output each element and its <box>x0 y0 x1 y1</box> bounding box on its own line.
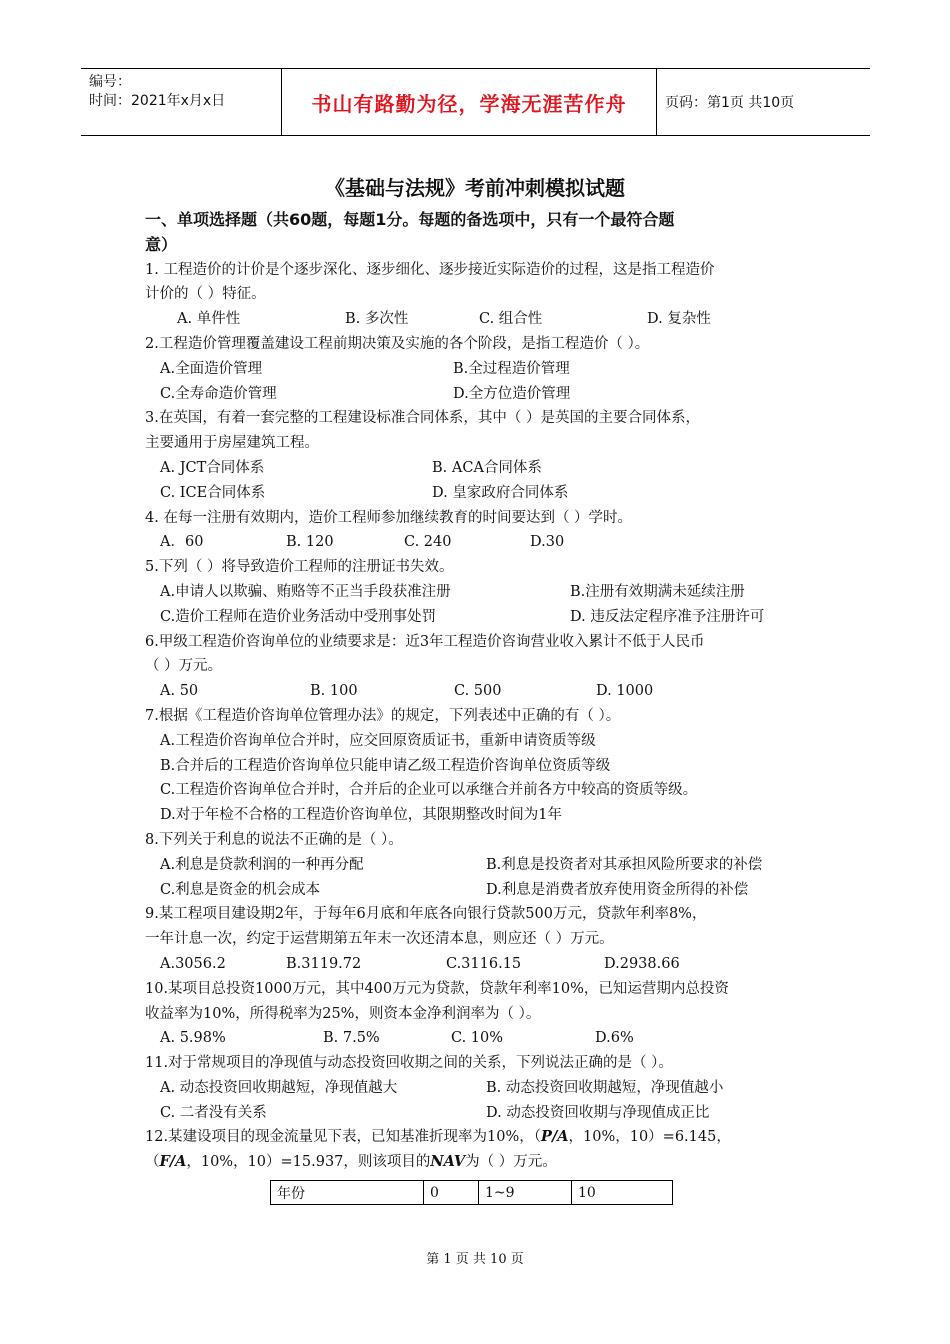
option-c[interactable]: C. 500 <box>454 683 502 700</box>
option-c[interactable]: C. 组合性 <box>479 311 543 328</box>
q12-text-part: 12.某建设项目的现金流量见下表，已知基准折现率为10%，（ <box>145 1129 542 1146</box>
q12-text-part: ，10%，10）=6.145， <box>568 1129 731 1146</box>
q12-text-part: （ <box>145 1154 160 1171</box>
option-b[interactable]: B.全过程造价管理 <box>453 360 570 377</box>
header-motto: 书山有路勤为径，学海无涯苦作舟 <box>311 91 627 116</box>
question-text: 11.对于常规项目的净现值与动态投资回收期之间的关系，下列说法正确的是（ ）。 <box>145 1055 673 1072</box>
option-b[interactable]: B. 动态投资回收期越短，净现值越小 <box>486 1079 724 1096</box>
option-row <box>145 307 820 332</box>
option-row <box>145 580 820 605</box>
option-d[interactable]: D.30 <box>530 534 565 551</box>
option-d[interactable]: D. 1000 <box>596 683 654 700</box>
option-row <box>145 1026 820 1051</box>
option-d[interactable]: D.2938.66 <box>604 955 680 972</box>
q12-formula-pa: P/A <box>541 1128 569 1146</box>
option-c[interactable]: C.造价工程师在造价业务活动中受刑事处罚 <box>160 608 437 625</box>
question-6 <box>145 630 820 704</box>
section-heading-line2: 意） <box>145 234 178 254</box>
option-d[interactable]: D.全方位造价管理 <box>453 385 571 402</box>
q12-nav-term: NAV <box>430 1153 466 1171</box>
question-text: （ ）万元。 <box>145 658 223 675</box>
section-heading-line1: 一、单项选择题（共60题，每题1分。每题的备选项中，只有一个最符合题 <box>145 210 675 229</box>
option-a[interactable]: A.利息是贷款利润的一种再分配 <box>160 856 364 873</box>
question-4 <box>145 506 820 556</box>
option-b[interactable]: B.合并后的工程造价咨询单位只能申请乙级工程造价咨询单位资质等级 <box>160 757 611 774</box>
option-a[interactable]: A.3056.2 <box>160 955 226 972</box>
option-b[interactable]: B.3119.72 <box>286 955 362 972</box>
option-b[interactable]: B.利息是投资者对其承担风险所要求的补偿 <box>486 856 763 873</box>
question-9 <box>145 902 820 976</box>
table-row <box>271 1181 673 1205</box>
document-date-label: 时间：2021年x月x日 <box>89 93 226 109</box>
table-cell: 1~9 <box>479 1181 572 1205</box>
question-text: 3.在英国，有着一套完整的工程建设标准合同体系，其中（ ）是英国的主要合同体系， <box>145 410 700 427</box>
option-b[interactable]: B. ACA合同体系 <box>432 459 542 476</box>
option-c[interactable]: C. 240 <box>404 534 452 551</box>
document-number-label: 编号： <box>89 74 131 90</box>
question-body <box>145 208 820 1175</box>
header-page-info: 页码：第1页 共10页 <box>665 95 795 111</box>
option-row <box>145 853 820 878</box>
question-3 <box>145 406 820 505</box>
question-8 <box>145 828 820 902</box>
question-text: 7.根据《工程造价咨询单位管理办法》的规定，下列表述中正确的有（ ）。 <box>145 707 621 724</box>
option-a[interactable]: A.工程造价咨询单位合并时，应交回原资质证书，重新申请资质等级 <box>160 732 596 749</box>
option-b[interactable]: B.注册有效期满未延续注册 <box>570 583 745 600</box>
option-a[interactable]: A.申请人以欺骗、贿赂等不正当手段获准注册 <box>160 583 451 600</box>
question-2 <box>145 332 820 406</box>
q12-text-part: ，10%，10）=15.937，则该项目的 <box>186 1154 431 1171</box>
question-text: 1. 工程造价的计价是个逐步深化、逐步细化、逐步接近实际造价的过程，这是指工程造价 <box>145 261 715 278</box>
page-header <box>81 68 870 136</box>
document-title: 《基础与法规》考前冲刺模拟试题 <box>325 176 625 200</box>
option-c[interactable]: C.利息是资金的机会成本 <box>160 881 321 898</box>
option-row <box>145 456 820 481</box>
option-row <box>145 679 820 704</box>
option-d[interactable]: D.利息是消费者放弃使用资金所得的补偿 <box>486 881 749 898</box>
option-c[interactable]: C. 10% <box>451 1030 504 1047</box>
cash-flow-table <box>270 1180 673 1205</box>
option-row <box>145 605 820 630</box>
option-d[interactable]: D.6% <box>595 1030 634 1047</box>
option-a[interactable]: A. 单件性 <box>177 311 241 328</box>
option-c[interactable]: C. 二者没有关系 <box>160 1104 267 1121</box>
page-footer: 第 1 页 共 10 页 <box>426 1252 524 1267</box>
option-c[interactable]: C.全寿命造价管理 <box>160 385 277 402</box>
question-text: 10.某项目总投资1000万元，其中400万元为贷款，贷款年利率10%，已知运营期内总投资 <box>145 980 729 997</box>
question-11 <box>145 1051 820 1125</box>
option-row <box>145 530 820 555</box>
option-a[interactable]: A. 5.98% <box>160 1030 226 1047</box>
q12-text-part: 为（ ）万元。 <box>465 1154 557 1171</box>
option-b[interactable]: B. 多次性 <box>345 311 409 328</box>
question-10 <box>145 977 820 1051</box>
header-left <box>81 69 281 135</box>
question-text: 5.下列（ ）将导致造价工程师的注册证书失效。 <box>145 559 454 576</box>
option-row <box>145 357 820 382</box>
option-row <box>145 382 820 407</box>
question-7 <box>145 704 820 828</box>
option-d[interactable]: D. 皇家政府合同体系 <box>432 484 569 501</box>
question-text: 计价的（ ）特征。 <box>145 286 266 303</box>
option-row <box>145 878 820 903</box>
question-5 <box>145 555 820 629</box>
table-cell: 10 <box>572 1181 673 1205</box>
question-text: 9.某工程项目建设期2年，于每年6月底和年底各向银行贷款500万元，贷款年利率8%， <box>145 906 707 923</box>
option-a[interactable]: A. 50 <box>160 683 199 700</box>
question-text <box>145 1125 820 1150</box>
option-b[interactable]: B. 120 <box>286 534 334 551</box>
option-row <box>145 1076 820 1101</box>
question-text: 6.甲级工程造价咨询单位的业绩要求是：近3年工程造价咨询营业收入累计不低于人民币 <box>145 633 705 650</box>
option-c[interactable]: C. ICE合同体系 <box>160 484 266 501</box>
option-a[interactable]: A. 动态投资回收期越短，净现值越大 <box>160 1079 398 1096</box>
question-text <box>145 1150 820 1175</box>
question-text: 8.下列关于利息的说法不正确的是（ ）。 <box>145 831 403 848</box>
q12-formula-fa: F/A <box>159 1153 187 1171</box>
option-d[interactable]: D. 动态投资回收期与净现值成正比 <box>486 1104 710 1121</box>
table-cell: 0 <box>424 1181 479 1205</box>
question-1 <box>145 258 820 332</box>
option-a[interactable]: A. JCT合同体系 <box>160 459 265 476</box>
option-a[interactable]: A.全面造价管理 <box>160 360 263 377</box>
option-d[interactable]: D.对于年检不合格的工程造价咨询单位，其限期整改时间为1年 <box>160 807 562 824</box>
option-row <box>145 952 820 977</box>
option-b[interactable]: B. 100 <box>310 683 358 700</box>
question-text: 收益率为10%，所得税率为25%，则资本金净利润率为（ ）。 <box>145 1005 541 1022</box>
question-12 <box>145 1125 820 1175</box>
table-cell-year-label: 年份 <box>271 1181 424 1205</box>
option-c[interactable]: C.工程造价咨询单位合并时，合并后的企业可以承继合并前各方中较高的资质等级。 <box>160 782 698 799</box>
option-b[interactable]: B. 7.5% <box>323 1030 380 1047</box>
option-d[interactable]: D. 违反法定程序准予注册许可 <box>570 608 765 625</box>
question-text: 主要通用于房屋建筑工程。 <box>145 435 319 452</box>
option-row <box>145 1101 820 1126</box>
question-text: 2.工程造价管理覆盖建设工程前期决策及实施的各个阶段，是指工程造价（ ）。 <box>145 335 650 352</box>
option-c[interactable]: C.3116.15 <box>446 955 522 972</box>
option-d[interactable]: D. 复杂性 <box>647 311 711 328</box>
question-text: 一年计息一次，约定于运营期第五年末一次还清本息，则应还（ ）万元。 <box>145 931 614 948</box>
option-a[interactable]: A．60 <box>160 534 204 551</box>
question-text: 4. 在每一注册有效期内，造价工程师参加继续教育的时间要达到（ ）学时。 <box>145 509 633 526</box>
option-row <box>145 481 820 506</box>
header-motto-cell <box>281 69 657 135</box>
